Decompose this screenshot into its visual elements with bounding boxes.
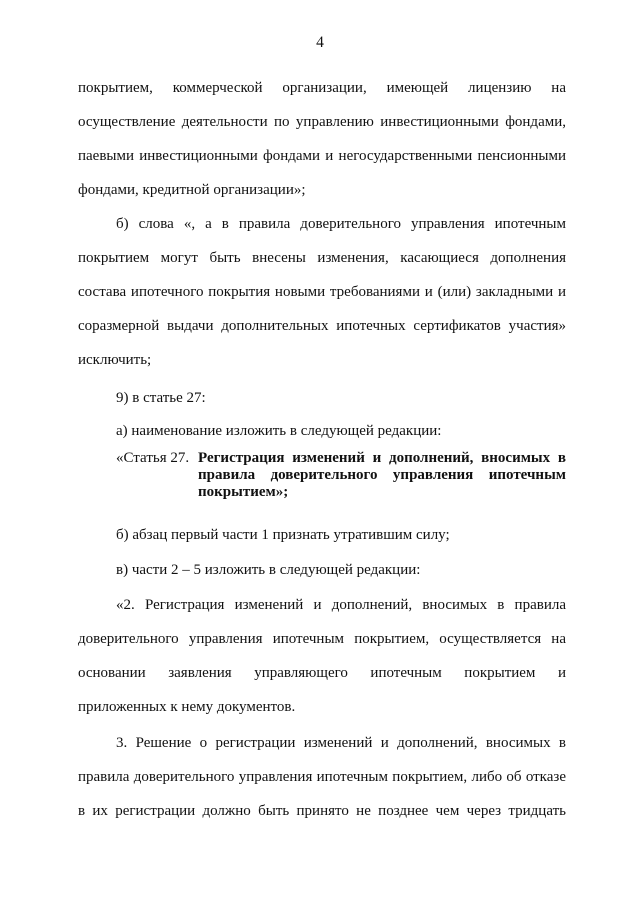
text-line: в их регистрации должно быть принято не позднее чем через тридцать: [78, 803, 566, 819]
text-line: а) наименование изложить в следующей редакции:: [116, 423, 442, 439]
text-line: покрытием»;: [198, 484, 289, 500]
paragraph-5: [78, 518, 566, 552]
text-line: правила доверительного управления ипотечным покрытием, либо об отказе: [78, 769, 566, 785]
text-line: Регистрация изменений и дополнений, вносимых в: [198, 450, 566, 466]
text-line: фондами, кредитной организации»;: [78, 182, 306, 198]
paragraph-4: [78, 414, 566, 448]
paragraph-1: [78, 71, 566, 207]
text-line: доверительного управления ипотечным покрытием, осуществляется на: [78, 631, 566, 647]
text-line: б) абзац первый части 1 признать утратившим силу;: [116, 527, 450, 543]
paragraph-7: [78, 588, 566, 724]
text-line: 9) в статье 27:: [116, 390, 206, 406]
text-line: исключить;: [78, 352, 152, 368]
text-line: покрытием могут быть внесены изменения, касающиеся дополнения: [78, 250, 566, 266]
paragraph-8: [78, 726, 566, 828]
text-line: соразмерной выдачи дополнительных ипотечных сертификатов участия»: [78, 318, 566, 334]
text-line: состава ипотечного покрытия новыми требованиями и (или) закладными и: [78, 284, 566, 300]
text-line: б) слова «, а в правила доверительного управления ипотечным: [116, 216, 566, 232]
paragraph-6: [78, 553, 566, 587]
text-line: осуществление деятельности по управлению инвестиционными фондами,: [78, 114, 566, 130]
text-line: основании заявления управляющего ипотечным покрытием и: [78, 665, 566, 681]
page-number: 4: [316, 34, 324, 51]
text-line: покрытием, коммерческой организации, имеющей лицензию на: [78, 80, 566, 96]
article-lead: «Статья 27.: [116, 450, 190, 466]
text-line: приложенных к нему документов.: [78, 699, 296, 715]
text-line: 3. Решение о регистрации изменений и дополнений, вносимых в: [116, 735, 566, 751]
paragraph-3: [78, 381, 566, 415]
text-line: «2. Регистрация изменений и дополнений, вносимых в правила: [116, 597, 566, 613]
paragraph-2: [78, 207, 566, 377]
article-title: [198, 450, 566, 501]
text-line: паевыми инвестиционными фондами и негосударственными пенсионными: [78, 148, 566, 164]
text-line: в) части 2 – 5 изложить в следующей редакции:: [116, 562, 421, 578]
text-line: правила доверительного управления ипотечным: [198, 467, 566, 483]
